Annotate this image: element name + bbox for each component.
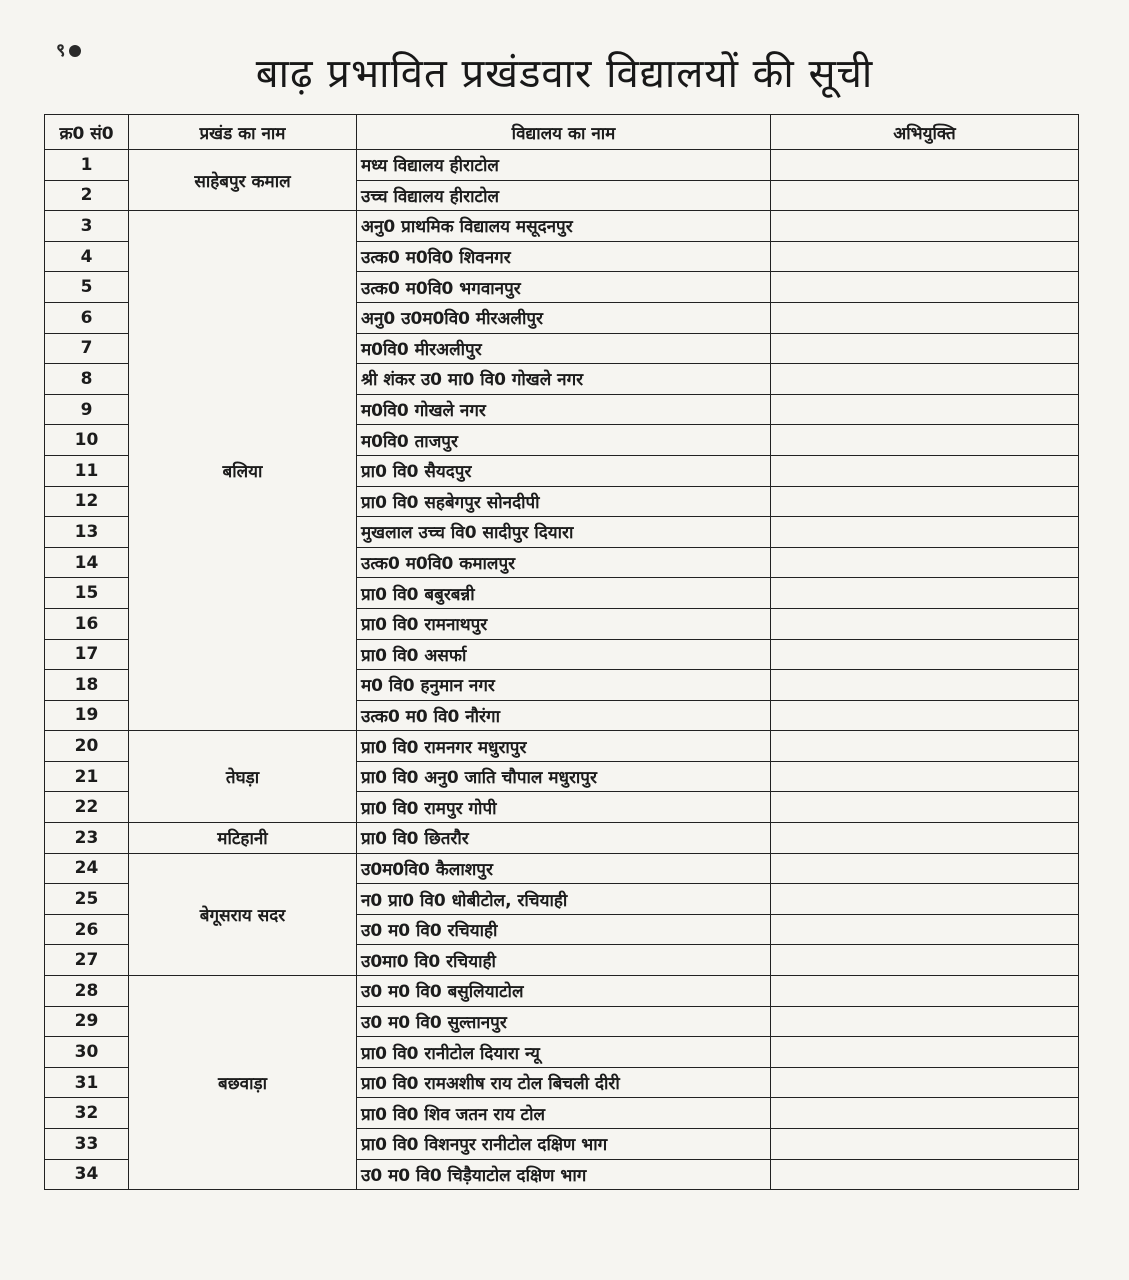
school-name-cell: अनु0 प्राथमिक विद्यालय मसूदनपुर	[357, 211, 771, 242]
page-title: बाढ़ प्रभावित प्रखंडवार विद्यालयों की सूची	[255, 51, 874, 97]
remarks-cell	[771, 1006, 1079, 1037]
serial-cell: 6	[45, 302, 129, 333]
serial-cell: 25	[45, 884, 129, 915]
serial-cell: 3	[45, 211, 129, 242]
serial-cell: 33	[45, 1129, 129, 1160]
block-name-cell: बेगूसराय सदर	[129, 853, 357, 975]
block-name-cell: बछवाड़ा	[129, 976, 357, 1190]
serial-cell: 16	[45, 608, 129, 639]
serial-cell: 23	[45, 823, 129, 854]
school-name-cell: प्रा0 वि0 रामअशीष राय टोल बिचली दीरी	[357, 1067, 771, 1098]
school-name-cell: उ0 म0 वि0 चिड़ैयाटोल दक्षिण भाग	[357, 1159, 771, 1190]
remarks-cell	[771, 700, 1079, 731]
serial-cell: 29	[45, 1006, 129, 1037]
school-name-cell: उत्क0 म0वि0 शिवनगर	[357, 241, 771, 272]
serial-cell: 22	[45, 792, 129, 823]
serial-cell: 31	[45, 1067, 129, 1098]
table-body	[45, 150, 1079, 1190]
remarks-cell	[771, 1098, 1079, 1129]
table-row	[45, 731, 1079, 762]
school-name-cell: न0 प्रा0 वि0 धोबीटोल, रचियाही	[357, 884, 771, 915]
remarks-cell	[771, 150, 1079, 181]
serial-cell: 5	[45, 272, 129, 303]
serial-cell: 13	[45, 517, 129, 548]
remarks-cell	[771, 914, 1079, 945]
school-name-cell: मध्य विद्यालय हीराटोल	[357, 150, 771, 181]
serial-cell: 14	[45, 547, 129, 578]
serial-cell: 1	[45, 150, 129, 181]
serial-cell: 26	[45, 914, 129, 945]
table-row	[45, 150, 1079, 181]
school-name-cell: प्रा0 वि0 विशनपुर रानीटोल दक्षिण भाग	[357, 1129, 771, 1160]
table-row	[45, 823, 1079, 854]
serial-cell: 19	[45, 700, 129, 731]
school-name-cell: प्रा0 वि0 अनु0 जाति चौपाल मधुरापुर	[357, 761, 771, 792]
school-name-cell: म0 वि0 हनुमान नगर	[357, 670, 771, 701]
header-block: प्रखंड का नाम	[129, 115, 357, 150]
serial-cell: 18	[45, 670, 129, 701]
remarks-cell	[771, 241, 1079, 272]
school-name-cell: प्रा0 वि0 असर्फा	[357, 639, 771, 670]
serial-cell: 28	[45, 976, 129, 1007]
school-name-cell: प्रा0 वि0 रानीटोल दियारा न्यू	[357, 1037, 771, 1068]
remarks-cell	[771, 517, 1079, 548]
school-name-cell: उ0 म0 वि0 सुल्तानपुर	[357, 1006, 771, 1037]
school-name-cell: प्रा0 वि0 शिव जतन राय टोल	[357, 1098, 771, 1129]
remarks-cell	[771, 945, 1079, 976]
remarks-cell	[771, 823, 1079, 854]
school-name-cell: म0वि0 मीरअलीपुर	[357, 333, 771, 364]
block-name-cell: मटिहानी	[129, 823, 357, 854]
serial-cell: 4	[45, 241, 129, 272]
serial-cell: 11	[45, 455, 129, 486]
school-name-cell: मुखलाल उच्च वि0 सादीपुर दियारा	[357, 517, 771, 548]
header-school: विद्यालय का नाम	[357, 115, 771, 150]
school-name-cell: प्रा0 वि0 रामपुर गोपी	[357, 792, 771, 823]
remarks-cell	[771, 211, 1079, 242]
school-name-cell: प्रा0 वि0 रामनगर मधुरापुर	[357, 731, 771, 762]
remarks-cell	[771, 761, 1079, 792]
remarks-cell	[771, 272, 1079, 303]
block-name-cell: बलिया	[129, 211, 357, 731]
serial-cell: 21	[45, 761, 129, 792]
serial-cell: 15	[45, 578, 129, 609]
remarks-cell	[771, 731, 1079, 762]
serial-cell: 9	[45, 394, 129, 425]
remarks-cell	[771, 670, 1079, 701]
page-mark-text: ९	[56, 40, 66, 61]
block-name-cell: साहेबपुर कमाल	[129, 150, 357, 211]
school-name-cell: अनु0 उ0म0वि0 मीरअलीपुर	[357, 302, 771, 333]
remarks-cell	[771, 333, 1079, 364]
remarks-cell	[771, 455, 1079, 486]
school-name-cell: उ0 म0 वि0 रचियाही	[357, 914, 771, 945]
serial-cell: 27	[45, 945, 129, 976]
remarks-cell	[771, 394, 1079, 425]
remarks-cell	[771, 853, 1079, 884]
table-row	[45, 853, 1079, 884]
remarks-cell	[771, 1129, 1079, 1160]
school-name-cell: उत्क0 म0वि0 कमालपुर	[357, 547, 771, 578]
school-name-cell: प्रा0 वि0 रामनाथपुर	[357, 608, 771, 639]
remarks-cell	[771, 1067, 1079, 1098]
remarks-cell	[771, 1159, 1079, 1190]
remarks-cell	[771, 884, 1079, 915]
table-header-row	[45, 115, 1079, 150]
block-name-cell: तेघड़ा	[129, 731, 357, 823]
remarks-cell	[771, 578, 1079, 609]
school-name-cell: श्री शंकर उ0 मा0 वि0 गोखले नगर	[357, 364, 771, 395]
school-name-cell: उत्क0 म0 वि0 नौरंगा	[357, 700, 771, 731]
school-name-cell: प्रा0 वि0 छितरौर	[357, 823, 771, 854]
school-name-cell: उ0 म0 वि0 बसुलियाटोल	[357, 976, 771, 1007]
school-name-cell: उत्क0 म0वि0 भगवानपुर	[357, 272, 771, 303]
schools-table	[44, 114, 1079, 1190]
serial-cell: 8	[45, 364, 129, 395]
serial-cell: 34	[45, 1159, 129, 1190]
remarks-cell	[771, 1037, 1079, 1068]
serial-cell: 12	[45, 486, 129, 517]
school-name-cell: प्रा0 वि0 सहबेगपुर सोनदीपी	[357, 486, 771, 517]
school-name-cell: उ0मा0 वि0 रचियाही	[357, 945, 771, 976]
serial-cell: 17	[45, 639, 129, 670]
remarks-cell	[771, 639, 1079, 670]
remarks-cell	[771, 302, 1079, 333]
school-name-cell: प्रा0 वि0 सैयदपुर	[357, 455, 771, 486]
serial-cell: 7	[45, 333, 129, 364]
school-name-cell: उच्च विद्यालय हीराटोल	[357, 180, 771, 211]
school-name-cell: प्रा0 वि0 बबुरबन्नी	[357, 578, 771, 609]
remarks-cell	[771, 364, 1079, 395]
serial-cell: 2	[45, 180, 129, 211]
school-name-cell: उ0म0वि0 कैलाशपुर	[357, 853, 771, 884]
serial-cell: 30	[45, 1037, 129, 1068]
serial-cell: 24	[45, 853, 129, 884]
remarks-cell	[771, 608, 1079, 639]
remarks-cell	[771, 486, 1079, 517]
header-remarks: अभियुक्ति	[771, 115, 1079, 150]
remarks-cell	[771, 180, 1079, 211]
serial-cell: 32	[45, 1098, 129, 1129]
table-row	[45, 211, 1079, 242]
school-name-cell: म0वि0 ताजपुर	[357, 425, 771, 456]
school-name-cell: म0वि0 गोखले नगर	[357, 394, 771, 425]
remarks-cell	[771, 792, 1079, 823]
serial-cell: 20	[45, 731, 129, 762]
remarks-cell	[771, 425, 1079, 456]
remarks-cell	[771, 547, 1079, 578]
remarks-cell	[771, 976, 1079, 1007]
table-row	[45, 976, 1079, 1007]
header-serial: क्र0 सं0	[45, 115, 129, 150]
serial-cell: 10	[45, 425, 129, 456]
